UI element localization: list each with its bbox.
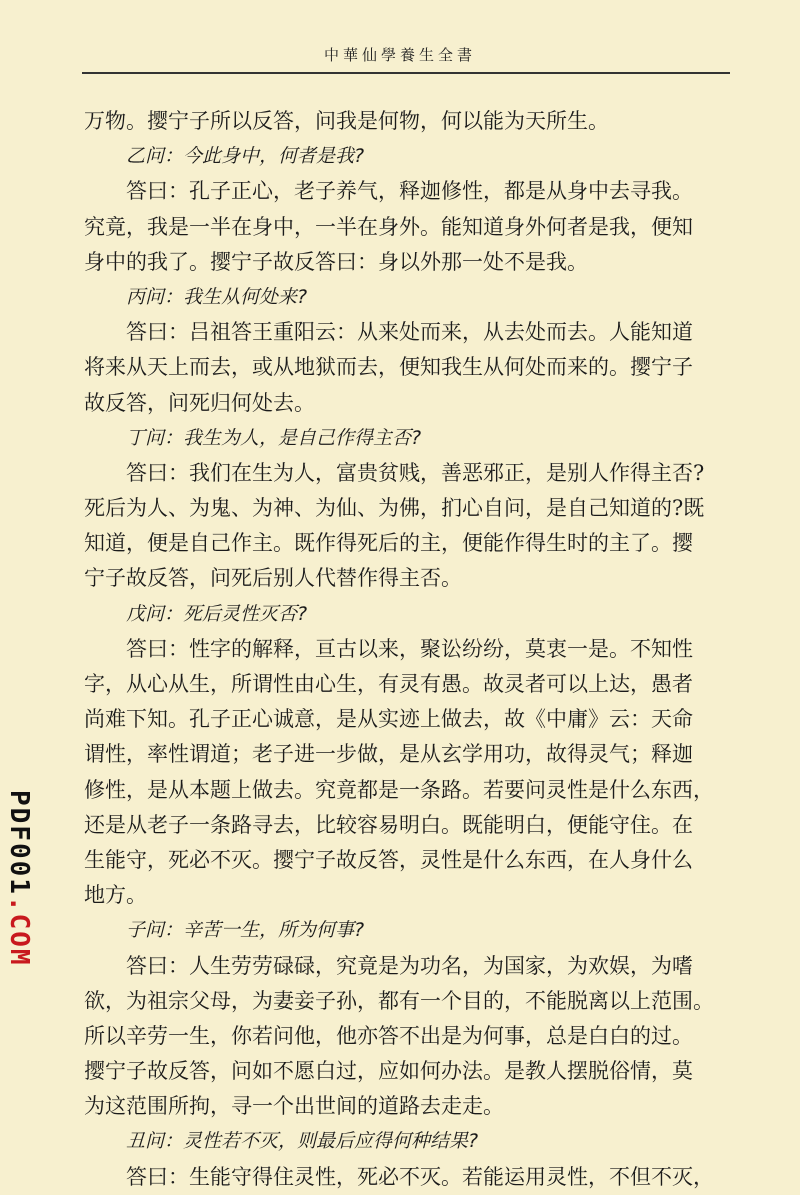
text-line: 还是从老子一条路寻去，比较容易明白。既能明白，便能守住。在 [84,812,693,837]
text-line: 答曰：性字的解释，亘古以来，聚讼纷纷，莫衷一是。不知性 [126,636,693,661]
question-line: 丑问：灵性若不灭，则最后应得何种结果? [126,1130,479,1153]
text-line: 答曰：我们在生为人，富贵贫贱，善恶邪正，是别人作得主否? [126,460,705,485]
text-line: 身中的我了。撄宁子故反答曰：身以外那一处不是我。 [84,249,588,274]
text-line: 欲，为祖宗父母，为妻妾子孙，都有一个目的，不能脱离以上范围。 [84,988,714,1013]
text-line: 为这范围所拘，寻一个出世间的道路去走走。 [84,1094,504,1119]
text-line: 将来从天上而去，或从地狱而去，便知我生从何处而来的。撄宁子 [84,355,693,380]
text-line: 撄宁子故反答，问如不愿白过，应如何办法。是教人摆脱俗情，莫 [84,1059,693,1084]
text-line: 知道，便是自己作主。既作得死后的主，便能作得生时的主了。撄 [84,531,693,556]
text-line: 所以辛劳一生，你若问他，他亦答不出是为何事，总是白白的过。 [84,1023,693,1048]
text-line: 故反答，问死归何处去。 [84,390,315,415]
text-line: 生能守，死必不灭。撄宁子故反答，灵性是什么东西，在人身什么 [84,847,693,872]
text-line: 尚难下知。孔子正心诚意，是从实迹上做去，故《中庸》云：天命 [84,707,693,732]
question-line: 戊问：死后灵性灭否? [126,602,308,625]
text-line: 究竟，我是一半在身中，一半在身外。能知道身外何者是我，便知 [84,214,693,239]
text-line: 万物。撄宁子所以反答，问我是何物，何以能为天所生。 [84,109,609,133]
text-line: 谓性，率性谓道；老子进一步做，是从玄学用功，故得灵气；释迦 [84,742,693,767]
text-line: 字，从心从生，所谓性由心生，有灵有愚。故灵者可以上达，愚者 [84,672,693,696]
question-line: 丙问：我生从何处来? [126,285,308,308]
text-line: 答曰：生能守得住灵性，死必不灭。若能运用灵性，不但不灭， [126,1164,714,1189]
question-line: 乙问：今此身中，何者是我? [126,145,365,168]
question-line: 丁问：我生为人，是自己作得主否? [126,426,422,449]
text-line: 修性，是从本题上做去。究竟都是一条路。若要问灵性是什么东西， [84,777,714,802]
text-line: 地方。 [84,883,147,908]
text-line: 答曰：人生劳劳碌碌，究竟是为功名，为国家，为欢娱，为嗜 [126,953,693,978]
text-line: 死后为人、为鬼、为神、为仙、为佛，扪心自问，是自己知道的?既 [84,496,705,521]
body-text [84,104,734,1195]
text-line: 宁子故反答，问死后别人代替作得主否。 [84,566,462,591]
text-line: 答曰：孔子正心，老子养气，释迦修性，都是从身中去寻我。 [126,179,693,204]
header-rule [82,72,730,74]
watermark-text: PDF001 [4,790,34,896]
question-line: 子问：辛苦一生，所为何事? [126,919,365,942]
watermark-domain: .COM [4,895,34,967]
text-line: 答曰：吕祖答王重阳云：从来处而来，从去处而去。人能知道 [126,320,693,345]
watermark [4,790,34,967]
page-header-title: 中華仙學養生全書 [323,46,476,64]
